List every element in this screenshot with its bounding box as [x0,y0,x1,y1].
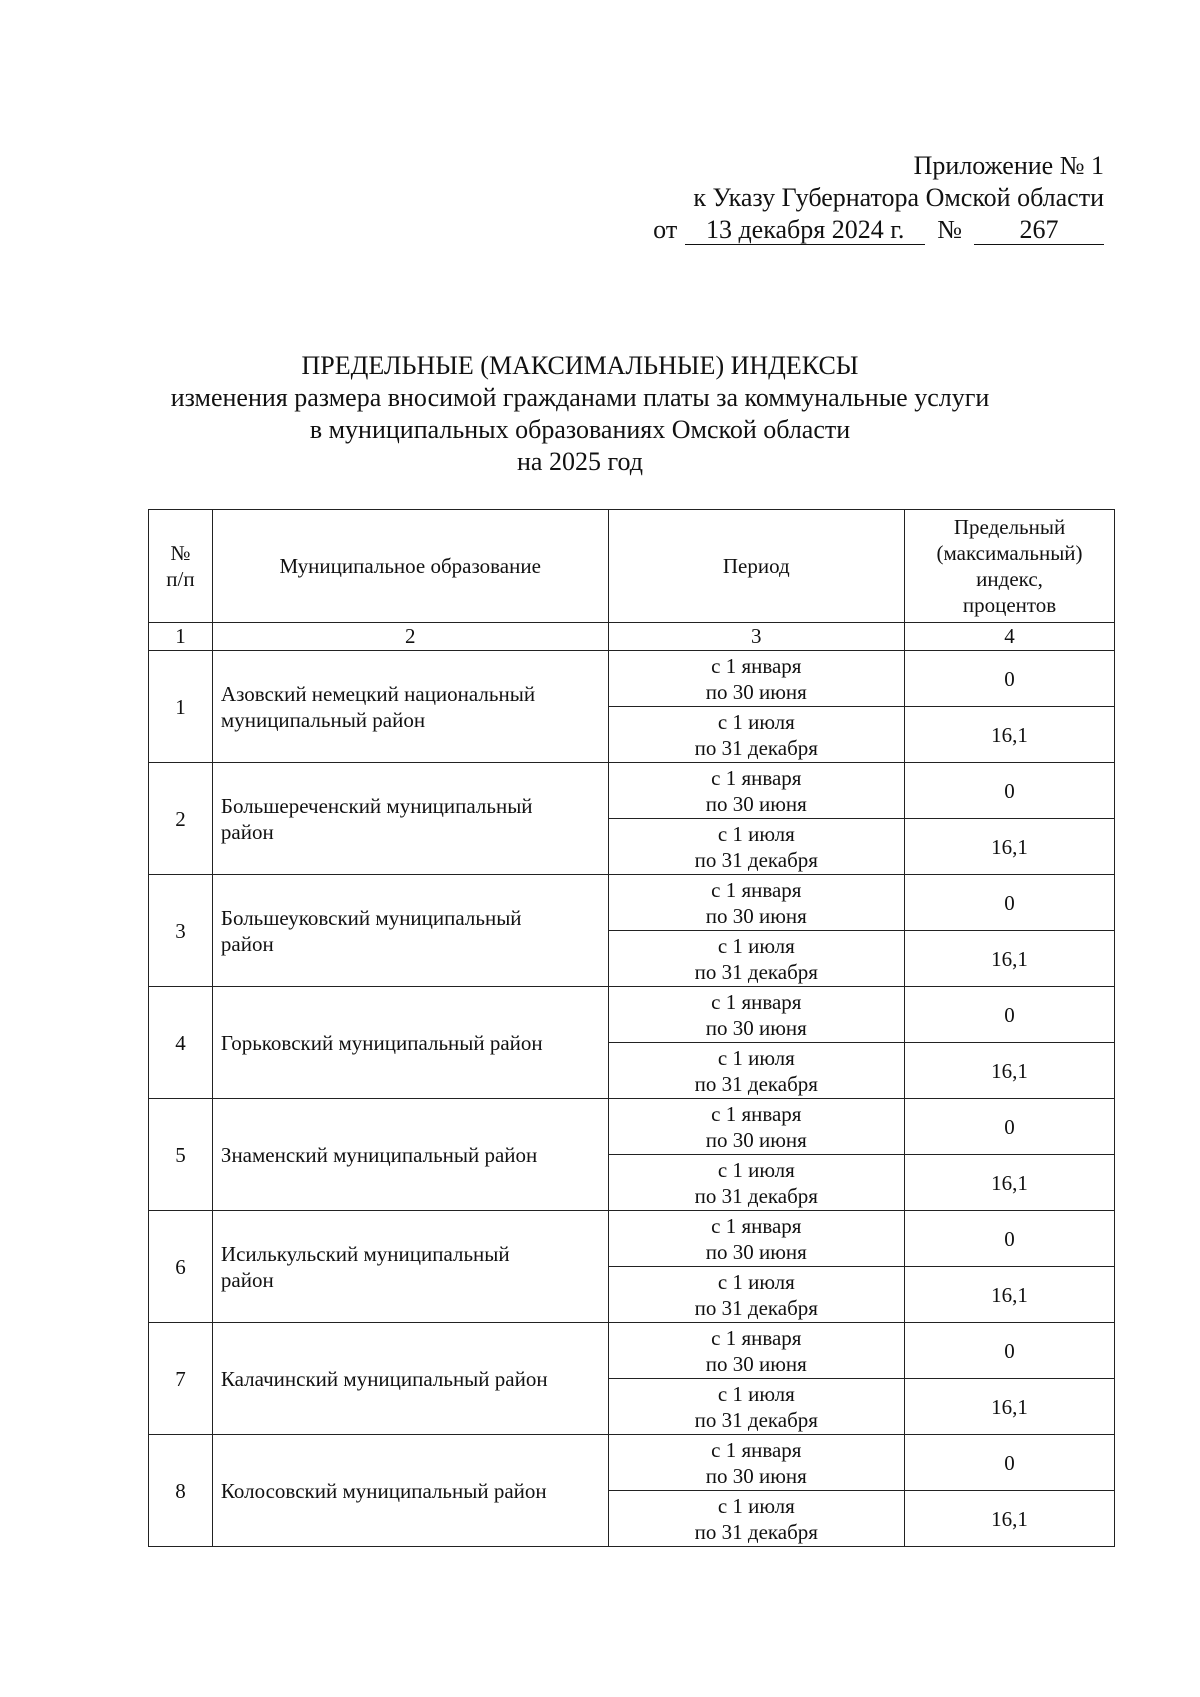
row-number: 6 [149,1211,213,1323]
index-value-second-half: 16,1 [905,707,1115,763]
index-value-second-half: 16,1 [905,1267,1115,1323]
index-value-first-half: 0 [905,987,1115,1043]
table-header-row [149,510,1115,623]
period-start: с 1 июля [717,1157,795,1182]
period-start: с 1 июля [717,1269,795,1294]
municipality-name [212,987,608,1099]
period-end: по 30 июня [705,791,807,816]
decree-date: 13 декабря 2024 г. [685,216,925,245]
period-first-half [608,987,905,1043]
period-start: с 1 июля [717,1045,795,1070]
period-end: по 30 июня [705,1015,807,1040]
period-second-half [608,1491,905,1547]
municipality-name-line-1: Горьковский муниципальный район [220,1030,543,1055]
header-index-line-3: индекс, [976,567,1043,591]
period-end: по 31 декабря [694,847,818,872]
index-value-first-half: 0 [905,1099,1115,1155]
period-end: по 31 декабря [694,735,818,760]
index-value-first-half: 0 [905,763,1115,819]
period-start: с 1 января [711,1325,802,1350]
table-row [149,1435,1115,1491]
index-value-second-half: 16,1 [905,1155,1115,1211]
municipality-name-line-1: Азовский немецкий национальный [220,681,536,706]
municipality-name-line-1: Колосовский муниципальный район [220,1478,547,1503]
municipality-name [212,1211,608,1323]
header-municipality: Муниципальное образование [212,510,608,623]
period-first-half [608,651,905,707]
index-value-first-half: 0 [905,1323,1115,1379]
title-line-3: в муниципальных образованиях Омской области [309,415,851,444]
header-index-line-1: Предельный [953,515,1066,539]
index-value-first-half: 0 [905,1435,1115,1491]
table-row [149,1323,1115,1379]
row-number: 7 [149,1323,213,1435]
period-end: по 31 декабря [694,1407,818,1432]
annex-date-line [584,214,1104,246]
table-row [149,1099,1115,1155]
header-period: Период [608,510,905,623]
table-row [149,763,1115,819]
municipality-name-line-2: район [220,819,274,844]
table-row [149,651,1115,707]
period-second-half [608,1043,905,1099]
from-label: от [653,215,678,244]
annex-line-1: Приложение № 1 [913,151,1104,180]
period-start: с 1 января [711,989,802,1014]
period-start: с 1 января [711,1437,802,1462]
municipality-name-line-1: Большереченский муниципальный [220,793,533,818]
municipality-name [212,1099,608,1211]
index-value-first-half: 0 [905,875,1115,931]
municipality-name-line-2: район [220,931,274,956]
row-number: 4 [149,987,213,1099]
column-number: 4 [905,623,1115,651]
row-number: 3 [149,875,213,987]
period-end: по 31 декабря [694,959,818,984]
period-end: по 31 декабря [694,1519,818,1544]
municipality-name-line-1: Знаменский муниципальный район [220,1142,538,1167]
period-start: с 1 июля [717,1381,795,1406]
period-second-half [608,931,905,987]
municipality-name [212,651,608,763]
period-first-half [608,1323,905,1379]
column-numbers-row [149,623,1115,651]
number-label: № [937,215,962,244]
municipality-name [212,1435,608,1547]
period-start: с 1 января [711,1213,802,1238]
row-number: 1 [149,651,213,763]
period-start: с 1 июля [717,933,795,958]
table-row [149,987,1115,1043]
title-line-4: на 2025 год [517,447,643,476]
municipality-name [212,875,608,987]
header-number-line-1: № [170,541,191,565]
row-number: 5 [149,1099,213,1211]
index-value-first-half: 0 [905,651,1115,707]
period-end: по 30 июня [705,679,807,704]
municipality-name [212,1323,608,1435]
annex-block [584,150,1104,246]
column-number: 2 [212,623,608,651]
municipality-name-line-1: Калачинский муниципальный район [220,1366,548,1391]
row-number: 8 [149,1435,213,1547]
indices-table [148,509,1115,1547]
annex-line-2: к Указу Губернатора Омской области [693,183,1104,212]
header-index-line-4: процентов [962,593,1057,617]
period-end: по 30 июня [705,1239,807,1264]
period-start: с 1 июля [717,709,795,734]
period-first-half [608,763,905,819]
period-first-half [608,1099,905,1155]
period-end: по 31 декабря [694,1295,818,1320]
period-second-half [608,707,905,763]
period-second-half [608,819,905,875]
index-value-second-half: 16,1 [905,819,1115,875]
row-number: 2 [149,763,213,875]
column-number: 3 [608,623,905,651]
index-value-second-half: 16,1 [905,1043,1115,1099]
period-start: с 1 января [711,765,802,790]
header-number [149,510,213,623]
period-second-half [608,1379,905,1435]
decree-number: 267 [974,216,1104,245]
municipality-name-line-2: муниципальный район [220,707,426,732]
period-start: с 1 января [711,877,802,902]
period-first-half [608,875,905,931]
municipality-name-line-2: район [220,1267,274,1292]
title-line-1: ПРЕДЕЛЬНЫЕ (МАКСИМАЛЬНЫЕ) ИНДЕКСЫ [301,351,859,380]
period-end: по 31 декабря [694,1071,818,1096]
period-second-half [608,1155,905,1211]
period-start: с 1 июля [717,821,795,846]
header-index-line-2: (максимальный) [936,541,1083,565]
period-end: по 30 июня [705,1127,807,1152]
column-number: 1 [149,623,213,651]
period-start: с 1 января [711,1101,802,1126]
period-start: с 1 января [711,653,802,678]
period-first-half [608,1211,905,1267]
municipality-name-line-1: Исилькульский муниципальный [220,1241,510,1266]
header-number-line-2: п/п [166,567,195,591]
table-row [149,875,1115,931]
municipality-name [212,763,608,875]
header-index [905,510,1115,623]
index-value-second-half: 16,1 [905,1379,1115,1435]
period-end: по 30 июня [705,1463,807,1488]
period-end: по 30 июня [705,1351,807,1376]
municipality-name-line-1: Большеуковский муниципальный [220,905,522,930]
index-value-second-half: 16,1 [905,931,1115,987]
period-end: по 31 декабря [694,1183,818,1208]
index-value-first-half: 0 [905,1211,1115,1267]
document-title [130,350,1030,478]
period-second-half [608,1267,905,1323]
period-first-half [608,1435,905,1491]
table-row [149,1211,1115,1267]
index-value-second-half: 16,1 [905,1491,1115,1547]
period-end: по 30 июня [705,903,807,928]
title-line-2: изменения размера вносимой гражданами платы за коммунальные услуги [170,383,990,412]
period-start: с 1 июля [717,1493,795,1518]
